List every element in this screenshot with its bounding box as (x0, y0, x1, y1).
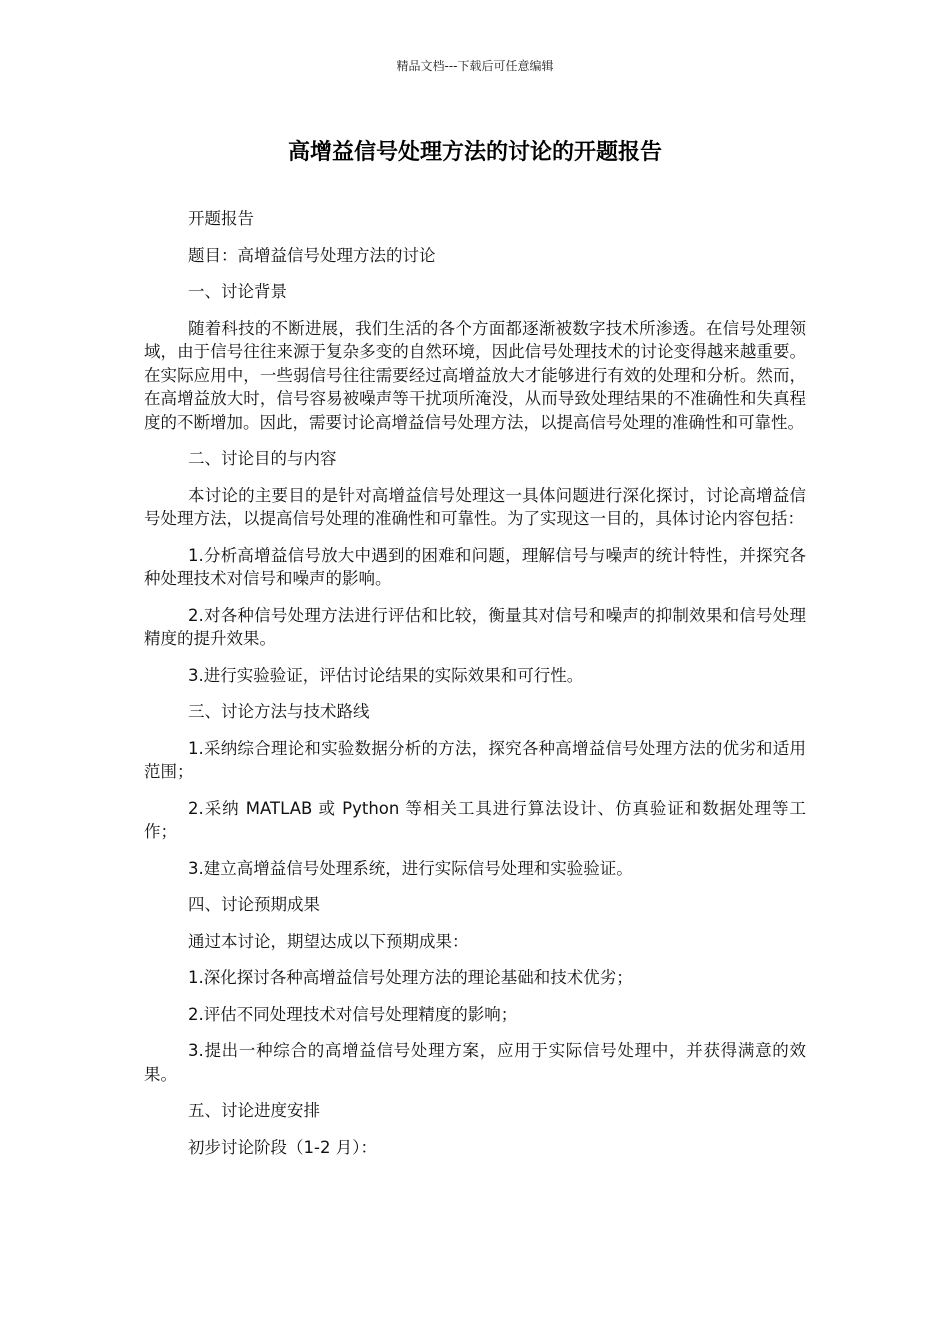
paragraph-topic: 题目：高增益信号处理方法的讨论 (188, 245, 436, 265)
section-heading-background: 一、讨论背景 (188, 282, 287, 301)
list-item-purpose-1: 1.分析高增益信号放大中遇到的困难和问题，理解信号与噪声的统计特性，并探究各种处理技术对信号和噪声的影响。 (144, 545, 806, 588)
section-heading-purpose: 二、讨论目的与内容 (188, 449, 337, 468)
list-item-outcomes-2: 2.评估不同处理技术对信号处理精度的影响； (188, 1004, 518, 1024)
list-item-methods-2: 2.采纳 MATLAB 或 Python 等相关工具进行算法设计、仿真验证和数据处理等工作； (144, 798, 806, 841)
list-item-methods-3: 3.建立高增益信号处理系统，进行实际信号处理和实验验证。 (188, 858, 633, 878)
paragraph-report-label: 开题报告 (188, 209, 254, 228)
document-title: 高增益信号处理方法的讨论的开题报告 (287, 140, 662, 165)
list-item-outcomes-3: 3.提出一种综合的高增益信号处理方案，应用于实际信号处理中，并获得满意的效果。 (144, 1041, 806, 1084)
paragraph-outcomes-intro: 通过本讨论，期望达成以下预期成果： (188, 931, 469, 951)
document-body (144, 207, 806, 1172)
running-header: 精品文档---下载后可任意编辑 (396, 59, 554, 73)
list-item-purpose-2: 2.对各种信号处理方法进行评估和比较，衡量其对信号和噪声的抑制效果和信号处理精度的提升效果。 (144, 605, 806, 648)
paragraph-schedule-phase-1: 初步讨论阶段（1-2 月）： (188, 1137, 377, 1157)
list-item-purpose-3: 3.进行实验验证，评估讨论结果的实际效果和可行性。 (188, 665, 584, 685)
section-heading-methods: 三、讨论方法与技术路线 (188, 702, 370, 721)
list-item-outcomes-1: 1.深化探讨各种高增益信号处理方法的理论基础和技术优劣； (188, 968, 633, 987)
paragraph-purpose: 本讨论的主要目的是针对高增益信号处理这一具体问题进行深化探讨，讨论高增益信号处理方法，以提高信号处理的准确性和可靠性。为了实现这一目的，具体讨论内容包括： (144, 485, 806, 528)
list-item-methods-1: 1.采纳综合理论和实验数据分析的方法，探究各种高增益信号处理方法的优劣和适用范围； (144, 738, 806, 781)
section-heading-schedule: 五、讨论进度安排 (188, 1101, 320, 1120)
paragraph-background: 随着科技的不断进展，我们生活的各个方面都逐渐被数字技术所渗透。在信号处理领域，由于信号往往来源于复杂多变的自然环境，因此信号处理技术的讨论变得越来越重要。在实际应用中，一些弱信号往往需要经过高增益放大才能够进行有效的处理和分析。然而，在高增益放大时，信号容易被噪声等干扰项所淹没，从而导致处理结果的不准确性和失真程度的不断增加。因此，需要讨论高增益信号处理方法，以提高信号处理的准确性和可靠性。 (144, 318, 806, 432)
section-heading-outcomes: 四、讨论预期成果 (188, 895, 320, 914)
